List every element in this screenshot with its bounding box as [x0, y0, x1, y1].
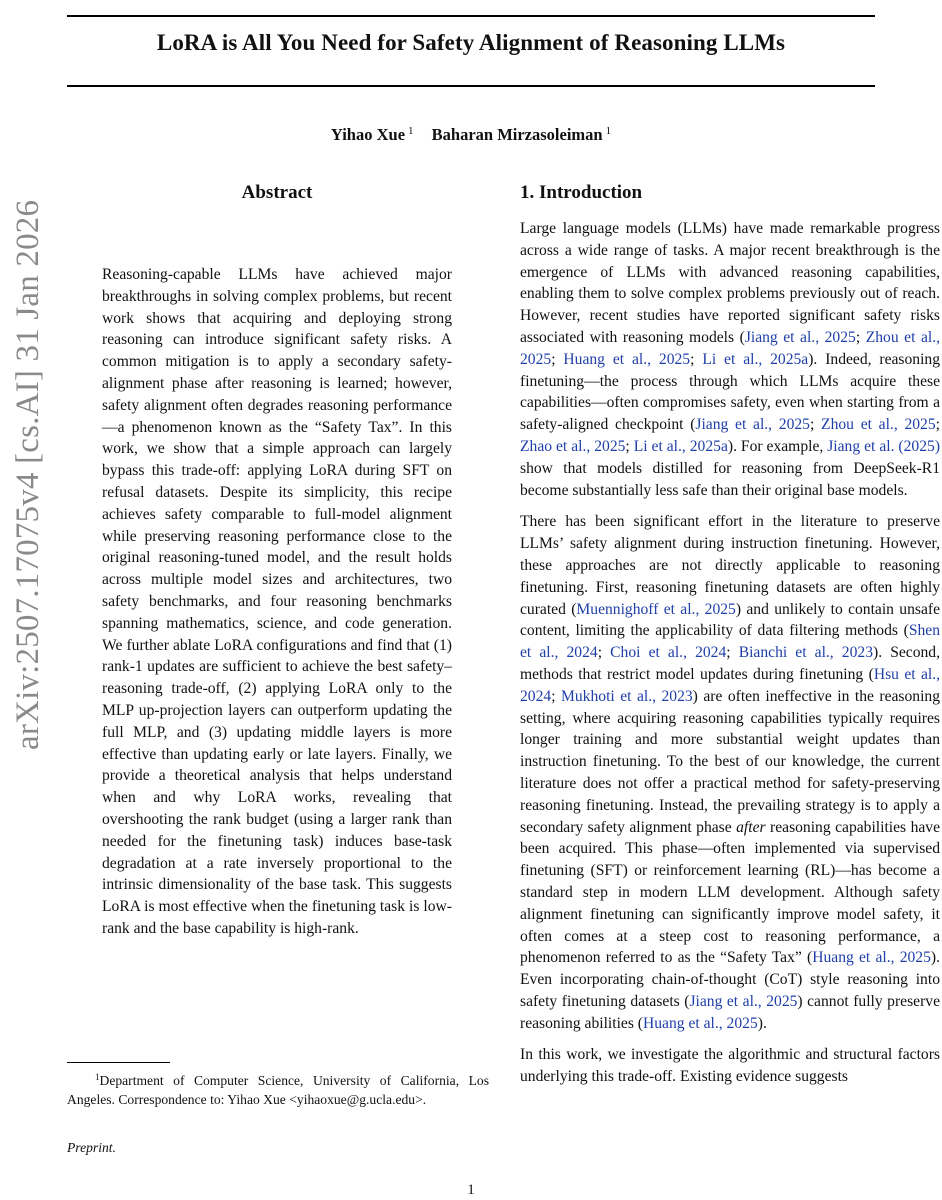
footnote-divider — [67, 1062, 170, 1063]
citation-link[interactable]: Jiang et al. (2025) — [827, 437, 941, 455]
intro-paragraph-3: In this work, we investigate the algorithmic and structural factors underlying this trade-off. Existing evidence suggests — [520, 1046, 940, 1086]
citation-link[interactable]: Hsu et al., 2024 — [520, 665, 941, 705]
abstract-column — [102, 180, 452, 940]
citation-link[interactable]: Choi et al., 2024 — [610, 644, 727, 662]
footnote-text: Department of Computer Science, University of California, Los Angeles. Correspondence to: Yihao Xue <yihaoxue@g.ucla.edu>. — [67, 1073, 489, 1107]
paper-title: LoRA is All You Need for Safety Alignment of Reasoning LLMs — [156, 30, 786, 55]
citation-link[interactable]: Jiang et al., 2025 — [695, 416, 810, 434]
page-number: 1 — [467, 1182, 475, 1198]
citation-link[interactable]: Zhao et al., 2025 — [520, 437, 626, 455]
title-top-rule — [67, 15, 875, 17]
affiliation-mark: 1 — [605, 125, 612, 137]
citation-link[interactable]: Muennighoff et al., 2025 — [576, 600, 736, 618]
preprint-label: Preprint. — [67, 1140, 116, 1155]
footnote-mark: 1 — [95, 1072, 100, 1082]
citation-link[interactable]: Bianchi et al., 2023 — [738, 644, 873, 662]
intro-paragraph-2: There has been significant effort in the literature to preserve LLMs’ safety alignment during instruction finetuning. However, these approaches are not directly applicable to reasoning finetuning. First, reasoning finetuning datasets are often highly curated (Muennighoff et al., 2025) and unlikely to contain unsafe content, limiting the applicability of data filtering methods (Shen et al., 2024; Choi et al., 2024; Bianchi et al., 2023). Second, methods that restrict model updates during finetuning (Hsu et al., 2024; Mukhoti et al., 2023) are often ineffective in the reasoning setting, where acquiring reasoning capabilities typically requires longer training and more substantial weight updates than instruction finetuning. To the best of our knowledge, the current literature does not offer a practical method for safety-preserving reasoning finetuning. Instead, the prevailing strategy is to apply a secondary safety alignment phase after reasoning capabilities have been acquired. This phase—often implemented via supervised finetuning (SFT) or reinforcement learning (RL)—has become a standard step in modern LLM development. Although safety alignment finetuning can significantly improve model safety, it often comes at a steep cost to reasoning performance, a phenomenon referred to as the “Safety Tax” (Huang et al., 2025). Even incorporating chain-of-thought (CoT) style reasoning into safety finetuning datasets (Jiang et al., 2025) cannot fully preserve reasoning abilities (Huang et al., 2025). — [520, 513, 941, 1032]
intro-paragraph-1: Large language models (LLMs) have made remarkable progress across a wide range of tasks. A major recent breakthrough is the emergence of LLMs with advanced reasoning capabilities, enabling them to solve complex problems previously out of reach. However, recent studies have reported significant safety risks associated with reasoning models (Jiang et al., 2025; Zhou et al., 2025; Huang et al., 2025; Li et al., 2025a). Indeed, reasoning finetuning—the process through which LLMs acquire these capabilities—often compromises safety, even when starting from a safety-aligned checkpoint (Jiang et al., 2025; Zhou et al., 2025; Zhao et al., 2025; Li et al., 2025a). For example, Jiang et al. (2025) show that models distilled for reasoning from DeepSeek-R1 become substantially less safe than their original base models. — [520, 220, 941, 499]
author-2 — [432, 125, 611, 144]
citation-link[interactable]: Huang et al., 2025 — [812, 949, 931, 967]
author-name: Yihao Xue — [330, 125, 406, 144]
citation-link[interactable]: Shen et al., 2024 — [520, 622, 940, 662]
title-bottom-rule — [67, 85, 875, 87]
citation-link[interactable]: Jiang et al., 2025 — [689, 992, 798, 1010]
citation-link[interactable]: Jiang et al., 2025 — [744, 328, 856, 346]
author-list — [67, 125, 875, 145]
arxiv-watermark: arXiv:2507.17075v4 [cs.AI] 31 Jan 2026 — [10, 199, 46, 750]
author-1 — [331, 125, 414, 144]
abstract-text: Reasoning-capable LLMs have achieved major breakthroughs in solving complex problems, but recent work shows that acquiring and deploying strong reasoning can introduce significant safety risks. A common mitigation is to apply a secondary safety-alignment phase after reasoning is learned; however, safety alignment often degrades reasoning performance—a phenomenon known as the “Safety Tax”. In this work, we show that a simple approach can largely bypass this trade-off: applying LoRA during SFT on refusal datasets. Despite its simplicity, this recipe achieves safety comparable to full-model alignment while preserving reasoning performance close to the original reasoning-tuned model, and the result holds across multiple model sizes and architectures, two safety benchmarks, and four reasoning benchmarks spanning mathematics, science, and code generation. We further ablate LoRA configurations and find that (1) rank-1 updates are sufficient to achieve the best safety–reasoning trade-off, (2) applying LoRA only to the MLP up-projection layers can outperform updating the full MLP, and (3) updating middle layers is more effective than updating early or late layers. Finally, we provide a theoretical analysis that helps understand when and why LoRA works, revealing that overshooting the rank budget (using a larger rank than needed for the finetuning task) induces base-task degradation at a rate inversely proportional to the intrinsic dimensionality of the base task. This suggests LoRA is most effective when the finetuning task is low-rank and the base capability is high-rank. — [102, 266, 452, 937]
citation-link[interactable]: Huang et al., 2025 — [563, 350, 691, 368]
citation-link[interactable]: Huang et al., 2025 — [642, 1014, 758, 1032]
abstract-heading: Abstract — [241, 182, 313, 203]
citation-link[interactable]: Li et al., 2025a — [633, 437, 728, 455]
introduction-heading: 1. Introduction — [520, 182, 643, 203]
affiliation-mark: 1 — [408, 125, 414, 137]
citation-link[interactable]: Zhou et al., 2025 — [821, 416, 936, 434]
affiliation-footnote — [67, 1068, 489, 1109]
introduction-column — [520, 180, 940, 1098]
author-name: Baharan Mirzasoleiman — [431, 125, 603, 144]
citation-link[interactable]: Li et al., 2025a — [702, 350, 809, 368]
citation-link[interactable]: Zhou et al., 2025 — [520, 328, 940, 368]
citation-link[interactable]: Mukhoti et al., 2023 — [561, 687, 693, 705]
